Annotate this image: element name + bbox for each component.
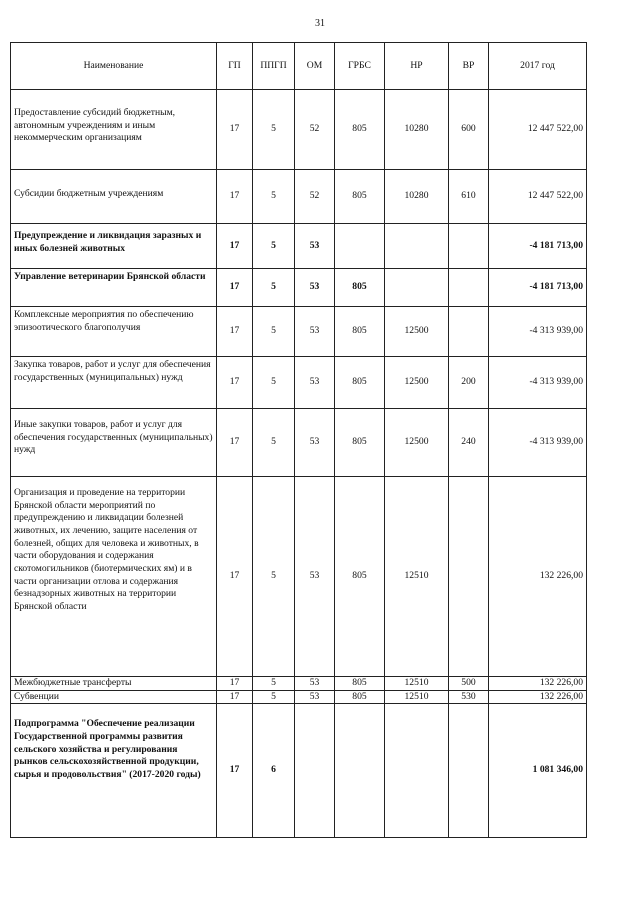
cell-amount: -4 313 939,00 — [489, 409, 587, 477]
cell-name: Предоставление субсидий бюджетным, автономным учреждениям и иным некоммерческим организациям — [11, 90, 217, 170]
cell-gp: 17 — [217, 704, 253, 838]
cell-name: Субсидии бюджетным учреждениям — [11, 170, 217, 224]
cell-name: Подпрограмма "Обеспечение реализации Государственной программы развития сельского хозяйства и регулирования рынков сельскохозяйственной продукции, сырья и продовольствия" (2017-2020 годы) — [11, 704, 217, 838]
cell-vr — [449, 307, 489, 357]
cell-grbs: 805 — [335, 90, 385, 170]
cell-nr: 12510 — [385, 690, 449, 704]
cell-om: 52 — [295, 170, 335, 224]
cell-name: Межбюджетные трансферты — [11, 677, 217, 691]
cell-ppgp: 5 — [253, 409, 295, 477]
column-header-vr: ВР — [449, 43, 489, 90]
cell-vr: 530 — [449, 690, 489, 704]
cell-amount: 132 226,00 — [489, 690, 587, 704]
cell-vr — [449, 477, 489, 677]
cell-grbs: 805 — [335, 477, 385, 677]
table-row — [11, 677, 587, 691]
cell-grbs: 805 — [335, 677, 385, 691]
budget-table — [10, 42, 587, 838]
cell-ppgp: 5 — [253, 690, 295, 704]
cell-ppgp: 5 — [253, 357, 295, 409]
cell-amount: -4 313 939,00 — [489, 307, 587, 357]
table-row — [11, 90, 587, 170]
column-header-grbs: ГРБС — [335, 43, 385, 90]
cell-name: Организация и проведение на территории Брянской области мероприятий по предупреждению и ликвидации болезней животных, их лечению, защите населения от болезней, общих для человека и животных, в части оборудования и содержания скотомогильников (биотермических ям) и в части организации отлова и содержания безнадзорных животных на территории Брянской области — [11, 477, 217, 677]
cell-name: Управление ветеринарии Брянской области — [11, 269, 217, 307]
cell-amount: 132 226,00 — [489, 677, 587, 691]
table-row — [11, 307, 587, 357]
table-row — [11, 170, 587, 224]
table-row — [11, 357, 587, 409]
cell-vr — [449, 224, 489, 269]
cell-vr: 240 — [449, 409, 489, 477]
column-header-year: 2017 год — [489, 43, 587, 90]
cell-gp: 17 — [217, 170, 253, 224]
cell-nr: 10280 — [385, 170, 449, 224]
cell-om: 53 — [295, 690, 335, 704]
cell-nr — [385, 704, 449, 838]
cell-ppgp: 5 — [253, 269, 295, 307]
cell-om: 53 — [295, 357, 335, 409]
cell-gp: 17 — [217, 269, 253, 307]
cell-grbs — [335, 704, 385, 838]
cell-grbs: 805 — [335, 307, 385, 357]
cell-ppgp: 5 — [253, 224, 295, 269]
cell-ppgp: 5 — [253, 677, 295, 691]
cell-vr — [449, 704, 489, 838]
column-header-om: ОМ — [295, 43, 335, 90]
cell-gp: 17 — [217, 409, 253, 477]
cell-nr: 12500 — [385, 409, 449, 477]
cell-om: 53 — [295, 477, 335, 677]
cell-gp: 17 — [217, 357, 253, 409]
cell-amount: 132 226,00 — [489, 477, 587, 677]
cell-name: Комплексные мероприятия по обеспечению эпизоотического благополучия — [11, 307, 217, 357]
cell-om: 53 — [295, 409, 335, 477]
cell-amount: 12 447 522,00 — [489, 90, 587, 170]
column-header-name: Наименование — [11, 43, 217, 90]
cell-om: 53 — [295, 677, 335, 691]
cell-amount: -4 181 713,00 — [489, 269, 587, 307]
cell-nr: 10280 — [385, 90, 449, 170]
table-row — [11, 690, 587, 704]
cell-name: Иные закупки товаров, работ и услуг для обеспечения государственных (муниципальных) нужд — [11, 409, 217, 477]
cell-om: 53 — [295, 224, 335, 269]
cell-gp: 17 — [217, 307, 253, 357]
table-row — [11, 224, 587, 269]
cell-vr: 500 — [449, 677, 489, 691]
cell-vr: 610 — [449, 170, 489, 224]
column-header-nr: НР — [385, 43, 449, 90]
table-row — [11, 477, 587, 677]
cell-amount: -4 181 713,00 — [489, 224, 587, 269]
table-row — [11, 704, 587, 838]
cell-om: 53 — [295, 307, 335, 357]
page-number: 31 — [315, 18, 325, 29]
cell-grbs — [335, 224, 385, 269]
cell-nr — [385, 269, 449, 307]
column-header-gp: ГП — [217, 43, 253, 90]
cell-amount: 1 081 346,00 — [489, 704, 587, 838]
cell-vr: 600 — [449, 90, 489, 170]
cell-ppgp: 5 — [253, 307, 295, 357]
cell-nr: 12510 — [385, 677, 449, 691]
cell-om — [295, 704, 335, 838]
cell-nr: 12500 — [385, 307, 449, 357]
table-row — [11, 409, 587, 477]
cell-vr — [449, 269, 489, 307]
cell-grbs: 805 — [335, 170, 385, 224]
cell-grbs: 805 — [335, 409, 385, 477]
cell-name: Закупка товаров, работ и услуг для обеспечения государственных (муниципальных) нужд — [11, 357, 217, 409]
cell-nr — [385, 224, 449, 269]
cell-grbs: 805 — [335, 690, 385, 704]
cell-ppgp: 5 — [253, 170, 295, 224]
cell-amount: 12 447 522,00 — [489, 170, 587, 224]
cell-name: Предупреждение и ликвидация заразных и иных болезней животных — [11, 224, 217, 269]
cell-gp: 17 — [217, 477, 253, 677]
cell-ppgp: 5 — [253, 90, 295, 170]
column-header-ppgp: ППГП — [253, 43, 295, 90]
cell-grbs: 805 — [335, 357, 385, 409]
cell-nr: 12510 — [385, 477, 449, 677]
cell-gp: 17 — [217, 224, 253, 269]
table-header-row — [11, 43, 587, 90]
cell-ppgp: 6 — [253, 704, 295, 838]
cell-gp: 17 — [217, 690, 253, 704]
cell-gp: 17 — [217, 90, 253, 170]
table-row — [11, 269, 587, 307]
cell-grbs: 805 — [335, 269, 385, 307]
cell-amount: -4 313 939,00 — [489, 357, 587, 409]
cell-nr: 12500 — [385, 357, 449, 409]
cell-om: 52 — [295, 90, 335, 170]
cell-gp: 17 — [217, 677, 253, 691]
cell-name: Субвенции — [11, 690, 217, 704]
cell-ppgp: 5 — [253, 477, 295, 677]
cell-om: 53 — [295, 269, 335, 307]
cell-vr: 200 — [449, 357, 489, 409]
